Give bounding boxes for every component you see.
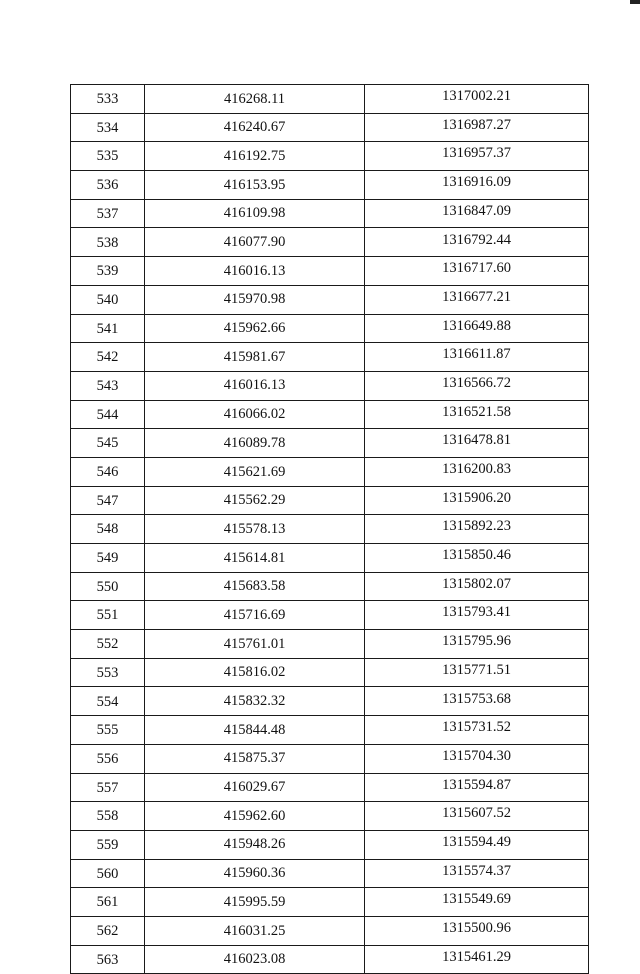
point-number-cell: 556 [71,744,145,773]
x-coordinate-cell: 415614.81 [145,544,365,573]
table-row [71,830,589,859]
point-number-cell: 552 [71,630,145,659]
point-number-cell: 545 [71,429,145,458]
table-row [71,171,589,200]
point-number-cell: 537 [71,199,145,228]
x-coordinate-cell: 415578.13 [145,515,365,544]
y-coordinate-cell: 1315594.49 [365,830,589,859]
y-coordinate-cell: 1316521.58 [365,400,589,429]
x-coordinate-cell: 415875.37 [145,744,365,773]
x-coordinate-cell: 415716.69 [145,601,365,630]
y-coordinate-cell: 1315574.37 [365,859,589,888]
y-coordinate-cell: 1315549.69 [365,888,589,917]
table-row [71,544,589,573]
table-row [71,85,589,114]
table-row [71,457,589,486]
table-row [71,228,589,257]
table-row [71,572,589,601]
point-number-cell: 557 [71,773,145,802]
point-number-cell: 546 [71,457,145,486]
table-row [71,630,589,659]
coordinates-table-body [71,85,589,974]
x-coordinate-cell: 415621.69 [145,457,365,486]
x-coordinate-cell: 415981.67 [145,343,365,372]
table-row [71,802,589,831]
x-coordinate-cell: 415562.29 [145,486,365,515]
point-number-cell: 563 [71,945,145,974]
x-coordinate-cell: 415832.32 [145,687,365,716]
table-row [71,314,589,343]
y-coordinate-cell: 1316611.87 [365,343,589,372]
x-coordinate-cell: 416268.11 [145,85,365,114]
y-coordinate-cell: 1315906.20 [365,486,589,515]
point-number-cell: 553 [71,658,145,687]
table-row [71,429,589,458]
point-number-cell: 562 [71,916,145,945]
x-coordinate-cell: 415995.59 [145,888,365,917]
point-number-cell: 554 [71,687,145,716]
x-coordinate-cell: 415761.01 [145,630,365,659]
table-row [71,916,589,945]
y-coordinate-cell: 1316717.60 [365,257,589,286]
y-coordinate-cell: 1316957.37 [365,142,589,171]
x-coordinate-cell: 416077.90 [145,228,365,257]
table-row [71,744,589,773]
y-coordinate-cell: 1315850.46 [365,544,589,573]
table-row [71,486,589,515]
x-coordinate-cell: 415960.36 [145,859,365,888]
y-coordinate-cell: 1315704.30 [365,744,589,773]
x-coordinate-cell: 416109.98 [145,199,365,228]
point-number-cell: 548 [71,515,145,544]
y-coordinate-cell: 1316200.83 [365,457,589,486]
point-number-cell: 534 [71,113,145,142]
table-row [71,113,589,142]
x-coordinate-cell: 416023.08 [145,945,365,974]
y-coordinate-cell: 1315892.23 [365,515,589,544]
x-coordinate-cell: 416066.02 [145,400,365,429]
y-coordinate-cell: 1315731.52 [365,716,589,745]
table-row [71,371,589,400]
y-coordinate-cell: 1316916.09 [365,171,589,200]
y-coordinate-cell: 1315594.87 [365,773,589,802]
table-row [71,687,589,716]
x-coordinate-cell: 415962.66 [145,314,365,343]
point-number-cell: 549 [71,544,145,573]
table-row [71,400,589,429]
table-row [71,716,589,745]
point-number-cell: 560 [71,859,145,888]
y-coordinate-cell: 1315461.29 [365,945,589,974]
coordinates-table [70,84,589,974]
y-coordinate-cell: 1315753.68 [365,687,589,716]
y-coordinate-cell: 1315607.52 [365,802,589,831]
y-coordinate-cell: 1317002.21 [365,85,589,114]
point-number-cell: 555 [71,716,145,745]
x-coordinate-cell: 415970.98 [145,285,365,314]
y-coordinate-cell: 1316478.81 [365,429,589,458]
x-coordinate-cell: 415844.48 [145,716,365,745]
table-row [71,142,589,171]
y-coordinate-cell: 1316847.09 [365,199,589,228]
x-coordinate-cell: 416153.95 [145,171,365,200]
point-number-cell: 551 [71,601,145,630]
x-coordinate-cell: 415948.26 [145,830,365,859]
table-row [71,658,589,687]
point-number-cell: 558 [71,802,145,831]
corner-scan-mark [630,0,640,4]
table-row [71,343,589,372]
y-coordinate-cell: 1315802.07 [365,572,589,601]
point-number-cell: 543 [71,371,145,400]
point-number-cell: 561 [71,888,145,917]
x-coordinate-cell: 415683.58 [145,572,365,601]
point-number-cell: 547 [71,486,145,515]
y-coordinate-cell: 1315771.51 [365,658,589,687]
point-number-cell: 536 [71,171,145,200]
y-coordinate-cell: 1316792.44 [365,228,589,257]
x-coordinate-cell: 416029.67 [145,773,365,802]
x-coordinate-cell: 416240.67 [145,113,365,142]
x-coordinate-cell: 416016.13 [145,257,365,286]
y-coordinate-cell: 1315500.96 [365,916,589,945]
table-row [71,257,589,286]
point-number-cell: 533 [71,85,145,114]
table-row [71,945,589,974]
table-row [71,601,589,630]
table-row [71,285,589,314]
point-number-cell: 541 [71,314,145,343]
point-number-cell: 550 [71,572,145,601]
y-coordinate-cell: 1316677.21 [365,285,589,314]
table-row [71,773,589,802]
point-number-cell: 540 [71,285,145,314]
point-number-cell: 539 [71,257,145,286]
y-coordinate-cell: 1316566.72 [365,371,589,400]
point-number-cell: 535 [71,142,145,171]
point-number-cell: 559 [71,830,145,859]
coordinates-table-container [70,84,588,974]
y-coordinate-cell: 1315795.96 [365,630,589,659]
point-number-cell: 542 [71,343,145,372]
x-coordinate-cell: 416031.25 [145,916,365,945]
y-coordinate-cell: 1316987.27 [365,113,589,142]
x-coordinate-cell: 415962.60 [145,802,365,831]
x-coordinate-cell: 416089.78 [145,429,365,458]
x-coordinate-cell: 416192.75 [145,142,365,171]
x-coordinate-cell: 415816.02 [145,658,365,687]
table-row [71,199,589,228]
table-row [71,888,589,917]
table-row [71,859,589,888]
y-coordinate-cell: 1315793.41 [365,601,589,630]
point-number-cell: 538 [71,228,145,257]
y-coordinate-cell: 1316649.88 [365,314,589,343]
x-coordinate-cell: 416016.13 [145,371,365,400]
table-row [71,515,589,544]
point-number-cell: 544 [71,400,145,429]
